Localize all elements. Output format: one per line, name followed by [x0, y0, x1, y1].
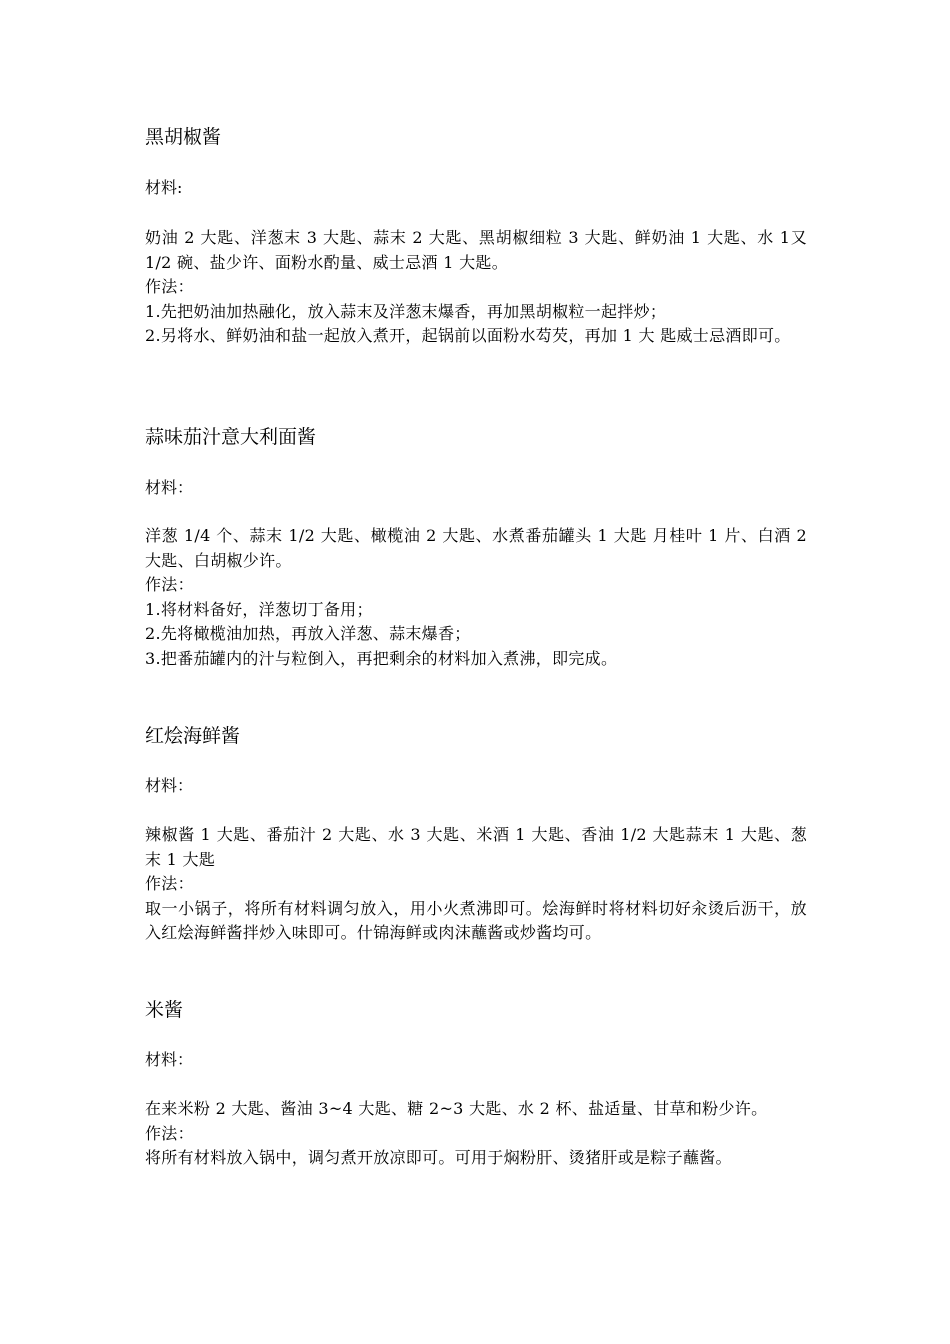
recipe-title: 黑胡椒酱 — [145, 126, 222, 148]
step-text: 将所有材料放入锅中，调匀煮开放凉即可。可用于焖粉肝、烫猪肝或是粽子蘸酱。 — [145, 1148, 732, 1167]
ingredients-text: 在来米粉 2 大匙、酱油 3~4 大匙、糖 2~3 大匙、水 2 杯、盐适量、甘草和粉少许。 — [145, 1099, 768, 1118]
recipe-rice-sauce — [145, 997, 807, 1167]
recipe-seafood-sauce — [145, 723, 807, 942]
method-label: 作法： — [145, 1123, 194, 1143]
ingredients-text: 辣椒酱 1 大匙、番茄汁 2 大匙、水 3 大匙、米酒 1 大匙、香油 1/2 大匙蒜末 1 大匙、葱末 1 大匙 — [145, 825, 807, 869]
step-text: 1.将材料备好，洋葱切丁备用； — [145, 599, 373, 619]
step-text: 3.把番茄罐内的汁与粒倒入，再把剩余的材料加入煮沸，即完成。 — [145, 648, 618, 668]
recipe-garlic-tomato-pasta-sauce — [145, 424, 807, 668]
step-text: 1.先把奶油加热融化，放入蒜末及洋葱末爆香，再加黑胡椒粒一起拌炒； — [145, 301, 667, 321]
recipe-body — [145, 823, 807, 946]
step-text: 2.另将水、鲜奶油和盐一起放入煮开，起锅前以面粉水芶芡，再加 1 大 匙威士忌酒即可。 — [145, 326, 791, 345]
recipe-title: 红烩海鲜酱 — [145, 725, 241, 747]
method-label: 作法： — [145, 874, 194, 893]
ingredients-text: 奶油 2 大匙、洋葱末 3 大匙、蒜末 2 大匙、黑胡椒细粒 3 大匙、鲜奶油 1 大匙、水 1又 1/2 碗、盐少许、面粉水酌量、威士忌酒 1 大匙。 — [145, 228, 807, 272]
materials-label: 材料： — [145, 776, 194, 795]
materials-label: 材料: — [145, 178, 183, 197]
recipe-title: 米酱 — [145, 999, 184, 1021]
recipe-body — [145, 1097, 807, 1171]
method-label: 作法： — [145, 575, 194, 594]
recipe-body — [145, 524, 807, 671]
recipe-body — [145, 226, 807, 349]
method-label: 作法： — [145, 277, 194, 296]
materials-label: 材料： — [145, 1050, 194, 1069]
materials-label: 材料： — [145, 478, 194, 497]
ingredients-text: 洋葱 1/4 个、蒜末 1/2 大匙、橄榄油 2 大匙、水煮番茄罐头 1 大匙 月桂叶 1 片、白酒 2 大匙、白胡椒少许。 — [145, 526, 807, 570]
recipe-title: 蒜味茄汁意大利面酱 — [145, 426, 317, 448]
step-text: 2.先将橄榄油加热，再放入洋葱、蒜末爆香； — [145, 624, 471, 643]
recipe-black-pepper-sauce — [145, 124, 807, 345]
step-text: 取一小锅子，将所有材料调匀放入，用小火煮沸即可。烩海鲜时将材料切好汆烫后沥干，放入红烩海鲜酱拌炒入味即可。什锦海鲜或肉沫蘸酱或炒酱均可。 — [145, 898, 807, 942]
